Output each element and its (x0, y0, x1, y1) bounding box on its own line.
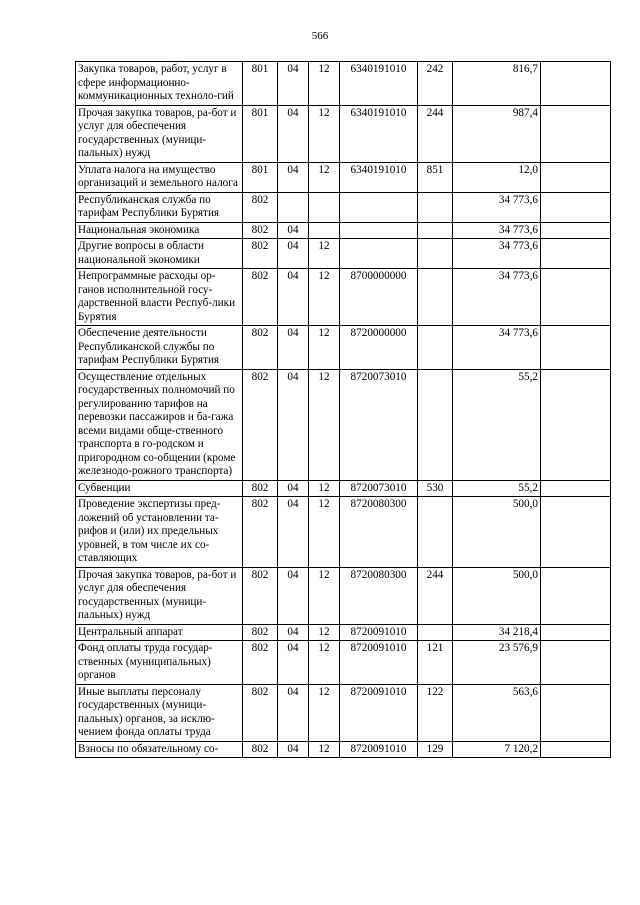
row-target-article-cell: 8720091010 (340, 641, 418, 685)
row-subsection-cell: 12 (309, 641, 340, 685)
row-name-cell: Прочая закупка товаров, ра-бот и услуг для обеспечения государственных (муници-пальных) нужд (76, 567, 243, 624)
row-grbs-cell: 801 (243, 62, 278, 106)
row-name-cell: Осуществление отдельных государственных полномочий по регулированию тарифов на перевозки пассажиров и ба-гажа всеми видами обще-ственного транспорта в го-родском и пригородном со-общении (кроме железнодо-рожного транспорта) (76, 369, 243, 480)
row-target-article-cell (340, 239, 418, 269)
table-row (76, 326, 611, 370)
row-extra-cell (541, 480, 611, 497)
row-grbs-cell: 802 (243, 497, 278, 568)
row-name-cell: Прочая закупка товаров, ра-бот и услуг для обеспечения государственных (муници-пальных) нужд (76, 105, 243, 162)
row-grbs-cell: 802 (243, 326, 278, 370)
row-section-cell: 04 (278, 567, 309, 624)
row-name-cell: Непрограммные расходы ор-ганов исполнительной госу-дарственной власти Респуб-лики Бурятия (76, 269, 243, 326)
table-row (76, 369, 611, 480)
row-expense-type-cell: 129 (418, 741, 453, 758)
row-expense-type-cell: 530 (418, 480, 453, 497)
row-grbs-cell: 802 (243, 684, 278, 741)
row-amount-cell: 34 218,4 (453, 624, 541, 641)
row-name-cell: Фонд оплаты труда государ-ственных (муниципальных) органов (76, 641, 243, 685)
row-section-cell: 04 (278, 641, 309, 685)
row-name-cell: Взносы по обязательному со- (76, 741, 243, 758)
row-extra-cell (541, 369, 611, 480)
row-subsection-cell: 12 (309, 684, 340, 741)
row-target-article-cell (340, 192, 418, 222)
row-grbs-cell: 802 (243, 624, 278, 641)
row-grbs-cell: 802 (243, 239, 278, 269)
row-grbs-cell: 802 (243, 369, 278, 480)
row-grbs-cell: 802 (243, 192, 278, 222)
row-amount-cell: 34 773,6 (453, 239, 541, 269)
budget-table-body (76, 62, 611, 758)
row-extra-cell (541, 641, 611, 685)
row-amount-cell: 34 773,6 (453, 222, 541, 239)
row-subsection-cell: 12 (309, 269, 340, 326)
row-grbs-cell: 802 (243, 222, 278, 239)
row-extra-cell (541, 326, 611, 370)
row-amount-cell: 34 773,6 (453, 192, 541, 222)
row-extra-cell (541, 497, 611, 568)
row-name-cell: Проведение экспертизы пред-ложений об установлении та-рифов и (или) их предельных уровней, в том числе их со-ставляющих (76, 497, 243, 568)
row-extra-cell (541, 239, 611, 269)
row-subsection-cell: 12 (309, 369, 340, 480)
row-subsection-cell (309, 222, 340, 239)
row-section-cell: 04 (278, 62, 309, 106)
page-number: 566 (311, 30, 329, 42)
row-target-article-cell: 6340191010 (340, 62, 418, 106)
row-name-cell: Субвенции (76, 480, 243, 497)
row-section-cell: 04 (278, 269, 309, 326)
row-section-cell: 04 (278, 162, 309, 192)
row-expense-type-cell (418, 269, 453, 326)
row-section-cell: 04 (278, 222, 309, 239)
row-expense-type-cell (418, 326, 453, 370)
row-amount-cell: 500,0 (453, 567, 541, 624)
row-subsection-cell: 12 (309, 624, 340, 641)
row-grbs-cell: 802 (243, 741, 278, 758)
row-amount-cell: 987,4 (453, 105, 541, 162)
row-expense-type-cell (418, 369, 453, 480)
row-subsection-cell: 12 (309, 741, 340, 758)
row-expense-type-cell (418, 192, 453, 222)
row-target-article-cell: 8720080300 (340, 497, 418, 568)
row-grbs-cell: 802 (243, 641, 278, 685)
row-expense-type-cell (418, 239, 453, 269)
row-expense-type-cell: 244 (418, 567, 453, 624)
row-target-article-cell: 8720091010 (340, 624, 418, 641)
row-subsection-cell: 12 (309, 326, 340, 370)
row-name-cell: Закупка товаров, работ, услуг в сфере информационно-коммуникационных техноло-гий (76, 62, 243, 106)
row-expense-type-cell: 244 (418, 105, 453, 162)
row-expense-type-cell (418, 497, 453, 568)
row-name-cell: Другие вопросы в области национальной экономики (76, 239, 243, 269)
row-target-article-cell: 6340191010 (340, 162, 418, 192)
row-extra-cell (541, 162, 611, 192)
row-target-article-cell: 6340191010 (340, 105, 418, 162)
table-row (76, 239, 611, 269)
row-grbs-cell: 802 (243, 480, 278, 497)
row-amount-cell: 7 120,2 (453, 741, 541, 758)
row-name-cell: Центральный аппарат (76, 624, 243, 641)
row-target-article-cell: 8700000000 (340, 269, 418, 326)
row-name-cell: Обеспечение деятельности Республиканской службы по тарифам Республики Бурятия (76, 326, 243, 370)
table-row (76, 684, 611, 741)
row-section-cell: 04 (278, 480, 309, 497)
row-target-article-cell: 8720080300 (340, 567, 418, 624)
table-row (76, 567, 611, 624)
row-section-cell: 04 (278, 105, 309, 162)
row-amount-cell: 12,0 (453, 162, 541, 192)
row-amount-cell: 23 576,9 (453, 641, 541, 685)
row-subsection-cell: 12 (309, 567, 340, 624)
table-row (76, 641, 611, 685)
row-expense-type-cell: 242 (418, 62, 453, 106)
row-name-cell: Республиканская служба по тарифам Республики Бурятия (76, 192, 243, 222)
row-amount-cell: 55,2 (453, 480, 541, 497)
row-extra-cell (541, 269, 611, 326)
row-amount-cell: 563,6 (453, 684, 541, 741)
row-subsection-cell: 12 (309, 162, 340, 192)
row-section-cell: 04 (278, 326, 309, 370)
row-section-cell: 04 (278, 369, 309, 480)
row-section-cell (278, 192, 309, 222)
table-row (76, 162, 611, 192)
row-target-article-cell: 8720073010 (340, 480, 418, 497)
table-row (76, 497, 611, 568)
row-extra-cell (541, 624, 611, 641)
table-row (76, 624, 611, 641)
row-section-cell: 04 (278, 624, 309, 641)
row-extra-cell (541, 567, 611, 624)
row-name-cell: Национальная экономика (76, 222, 243, 239)
row-extra-cell (541, 192, 611, 222)
row-target-article-cell: 8720091010 (340, 684, 418, 741)
row-amount-cell: 500,0 (453, 497, 541, 568)
row-section-cell: 04 (278, 497, 309, 568)
row-expense-type-cell (418, 222, 453, 239)
budget-table (75, 61, 611, 758)
row-amount-cell: 816,7 (453, 62, 541, 106)
row-subsection-cell: 12 (309, 105, 340, 162)
row-expense-type-cell: 851 (418, 162, 453, 192)
row-extra-cell (541, 222, 611, 239)
row-extra-cell (541, 62, 611, 106)
row-amount-cell: 34 773,6 (453, 326, 541, 370)
row-expense-type-cell: 122 (418, 684, 453, 741)
row-subsection-cell: 12 (309, 480, 340, 497)
row-section-cell: 04 (278, 239, 309, 269)
row-grbs-cell: 802 (243, 567, 278, 624)
row-subsection-cell: 12 (309, 497, 340, 568)
table-row (76, 62, 611, 106)
row-subsection-cell (309, 192, 340, 222)
row-grbs-cell: 802 (243, 269, 278, 326)
table-row (76, 741, 611, 758)
row-extra-cell (541, 741, 611, 758)
row-section-cell: 04 (278, 741, 309, 758)
row-grbs-cell: 801 (243, 162, 278, 192)
table-row (76, 192, 611, 222)
row-grbs-cell: 801 (243, 105, 278, 162)
row-name-cell: Уплата налога на имущество организаций и земельного налога (76, 162, 243, 192)
row-section-cell: 04 (278, 684, 309, 741)
row-amount-cell: 34 773,6 (453, 269, 541, 326)
row-target-article-cell: 8720091010 (340, 741, 418, 758)
row-expense-type-cell: 121 (418, 641, 453, 685)
row-amount-cell: 55,2 (453, 369, 541, 480)
row-target-article-cell: 8720000000 (340, 326, 418, 370)
table-row (76, 269, 611, 326)
row-name-cell: Иные выплаты персоналу государственных (муници-пальных) органов, за исклю-чением фонда оплаты труда (76, 684, 243, 741)
row-target-article-cell (340, 222, 418, 239)
row-extra-cell (541, 684, 611, 741)
row-expense-type-cell (418, 624, 453, 641)
table-row (76, 222, 611, 239)
row-target-article-cell: 8720073010 (340, 369, 418, 480)
table-row (76, 105, 611, 162)
table-row (76, 480, 611, 497)
row-extra-cell (541, 105, 611, 162)
row-subsection-cell: 12 (309, 62, 340, 106)
row-subsection-cell: 12 (309, 239, 340, 269)
